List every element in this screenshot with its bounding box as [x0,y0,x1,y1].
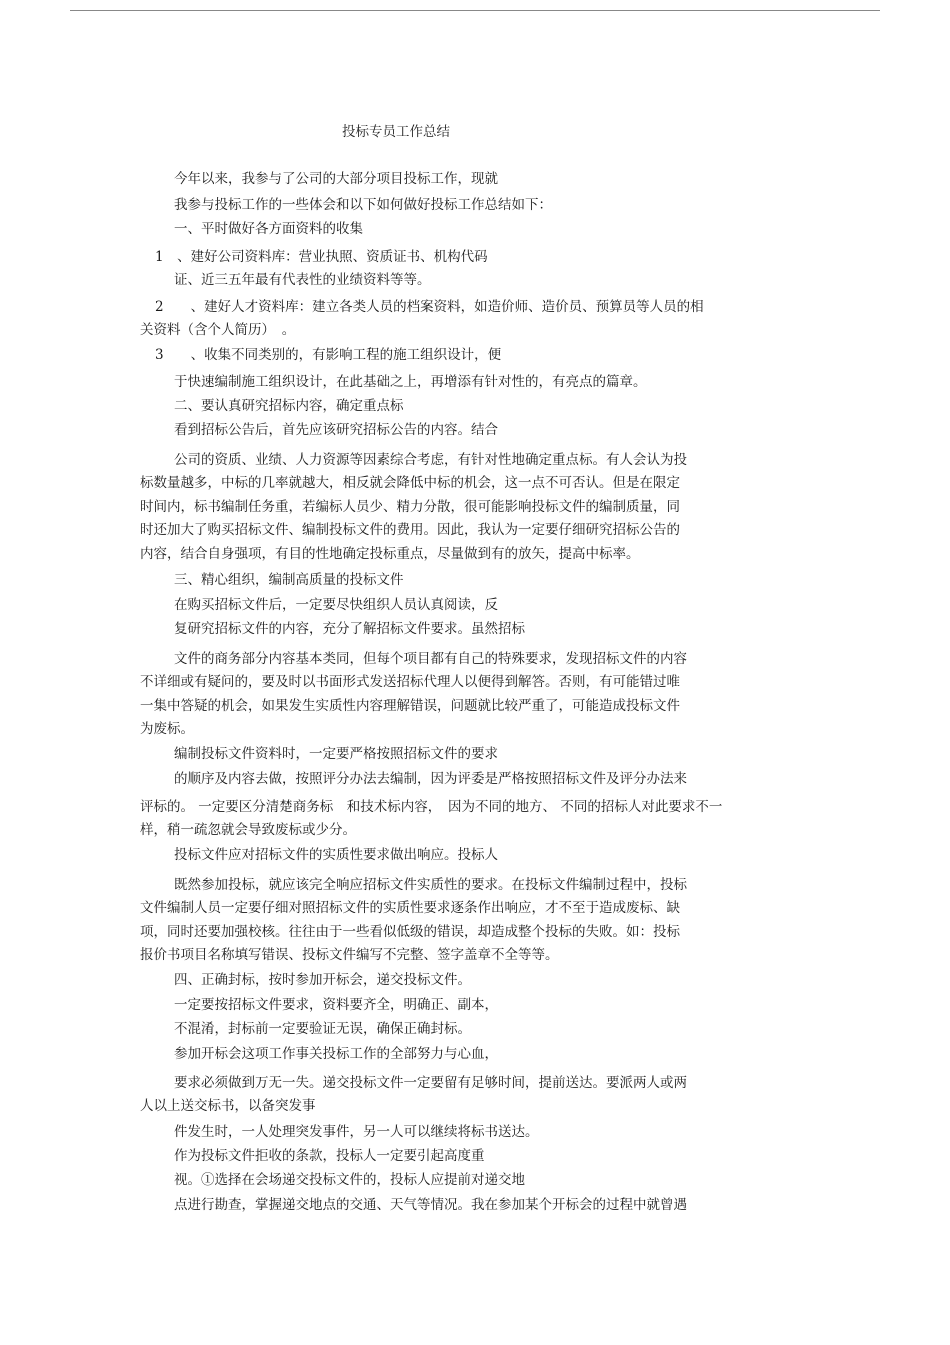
body-text-line: 复研究招标文件的内容，充分了解招标文件要求。虽然招标 [174,621,525,637]
body-text-line: 今年以来，我参与了公司的大部分项目投标工作，现就 [174,171,498,187]
body-text-line: 的顺序及内容去做，按照评分办法去编制，因为评委是严格按照招标文件及评分办法来 [174,771,687,787]
body-text-line: 二、要认真研究招标内容，确定重点标 [174,398,404,414]
body-text-line: 公司的资质、业绩、人力资源等因素综合考虑，有针对性地确定重点标。有人会认为投 [174,452,687,468]
body-text-line: 参加开标会这项工作事关投标工作的全部努力与心血， [174,1046,498,1062]
body-text-line: 报价书项目名称填写错误、投标文件编写不完整、签字盖章不全等等。 [140,947,559,963]
page-top-rule [70,10,880,11]
body-text-line: 标数量越多，中标的几率就越大，相反就会降低中标的机会，这一点不可否认。但是在限定 [140,475,680,491]
body-text-line: 不混淆，封标前一定要验证无误，确保正确封标。 [174,1021,471,1037]
body-text-line: 样，稍一疏忽就会导致废标或少分。 [140,822,356,838]
body-text-line: 为废标。 [140,721,194,737]
body-text-line: 件发生时，一人处理突发事件，另一人可以继续将标书送达。 [174,1124,539,1140]
body-text-line: 四、正确封标，按时参加开标会，递交投标文件。 [174,972,471,988]
body-text-line: 2 、建好人才资料库：建立各类人员的档案资料，如造价师、造价员、预算员等人员的相 [155,299,704,315]
body-text-line: 一定要按招标文件要求，资料要齐全，明确正、副本， [174,997,498,1013]
body-text-line: 三、精心组织，编制高质量的投标文件 [174,572,404,588]
body-text-line: 1 、建好公司资料库：营业执照、资质证书、机构代码 [155,249,488,265]
body-text-line: 在购买招标文件后，一定要尽快组织人员认真阅读，反 [174,597,498,613]
body-text-line: 3 、收集不同类别的，有影响工程的施工组织设计，便 [155,347,502,363]
body-text-line: 证、近三五年最有代表性的业绩资料等等。 [174,272,431,288]
body-text-line: 既然参加投标，就应该完全响应招标文件实质性的要求。在投标文件编制过程中，投标 [174,877,687,893]
body-text-line: 文件编制人员一定要仔细对照招标文件的实质性要求逐条作出响应，才不至于造成废标、缺 [140,900,680,916]
body-text-line: 评标的。 一定要区分清楚商务标 和技术标内容， 因为不同的地方、 不同的招标人对此要求不一 [140,799,723,815]
body-text-line: 关资料（含个人简历） 。 [140,322,296,338]
body-text-line: 要求必须做到万无一失。递交投标文件一定要留有足够时间，提前送达。要派两人或两 [174,1075,687,1091]
body-text-line: 文件的商务部分内容基本类同，但每个项目都有自己的特殊要求，发现招标文件的内容 [174,651,687,667]
body-text-line: 一集中答疑的机会，如果发生实质性内容理解错误，问题就比较严重了，可能造成投标文件 [140,698,680,714]
body-text-line: 一、平时做好各方面资料的收集 [174,221,363,237]
body-text-line: 于快速编制施工组织设计，在此基础之上，再增添有针对性的，有亮点的篇章。 [174,374,647,390]
body-text-line: 作为投标文件拒收的条款，投标人一定要引起高度重 [174,1148,485,1164]
body-text-line: 视。①选择在会场递交投标文件的，投标人应提前对递交地 [174,1172,525,1188]
body-text-line: 人以上送交标书，以备突发事 [140,1098,316,1114]
body-text-line: 投标文件应对招标文件的实质性要求做出响应。投标人 [174,847,498,863]
body-text-line: 点进行勘查，掌握递交地点的交通、天气等情况。我在参加某个开标会的过程中就曾遇 [174,1197,687,1213]
body-text-line: 时间内，标书编制任务重，若编标人员少、精力分散，很可能影响投标文件的编制质量，同 [140,499,680,515]
body-text-line: 看到招标公告后，首先应该研究招标公告的内容。结合 [174,422,498,438]
body-text-line: 编制投标文件资料时，一定要严格按照招标文件的要求 [174,746,498,762]
body-text-line: 内容，结合自身强项，有目的性地确定投标重点，尽量做到有的放矢，提高中标率。 [140,546,640,562]
body-text-line: 时还加大了购买招标文件、编制投标文件的费用。因此，我认为一定要仔细研究招标公告的 [140,522,680,538]
body-text-line: 我参与投标工作的一些体会和以下如何做好投标工作总结如下： [174,197,552,213]
document-title: 投标专员工作总结 [342,124,450,140]
body-text-line: 不详细或有疑问的，要及时以书面形式发送招标代理人以便得到解答。否则，有可能错过唯 [140,674,680,690]
body-text-line: 项，同时还要加强校核。往往由于一些看似低级的错误，却造成整个投标的失败。如：投标 [140,924,680,940]
